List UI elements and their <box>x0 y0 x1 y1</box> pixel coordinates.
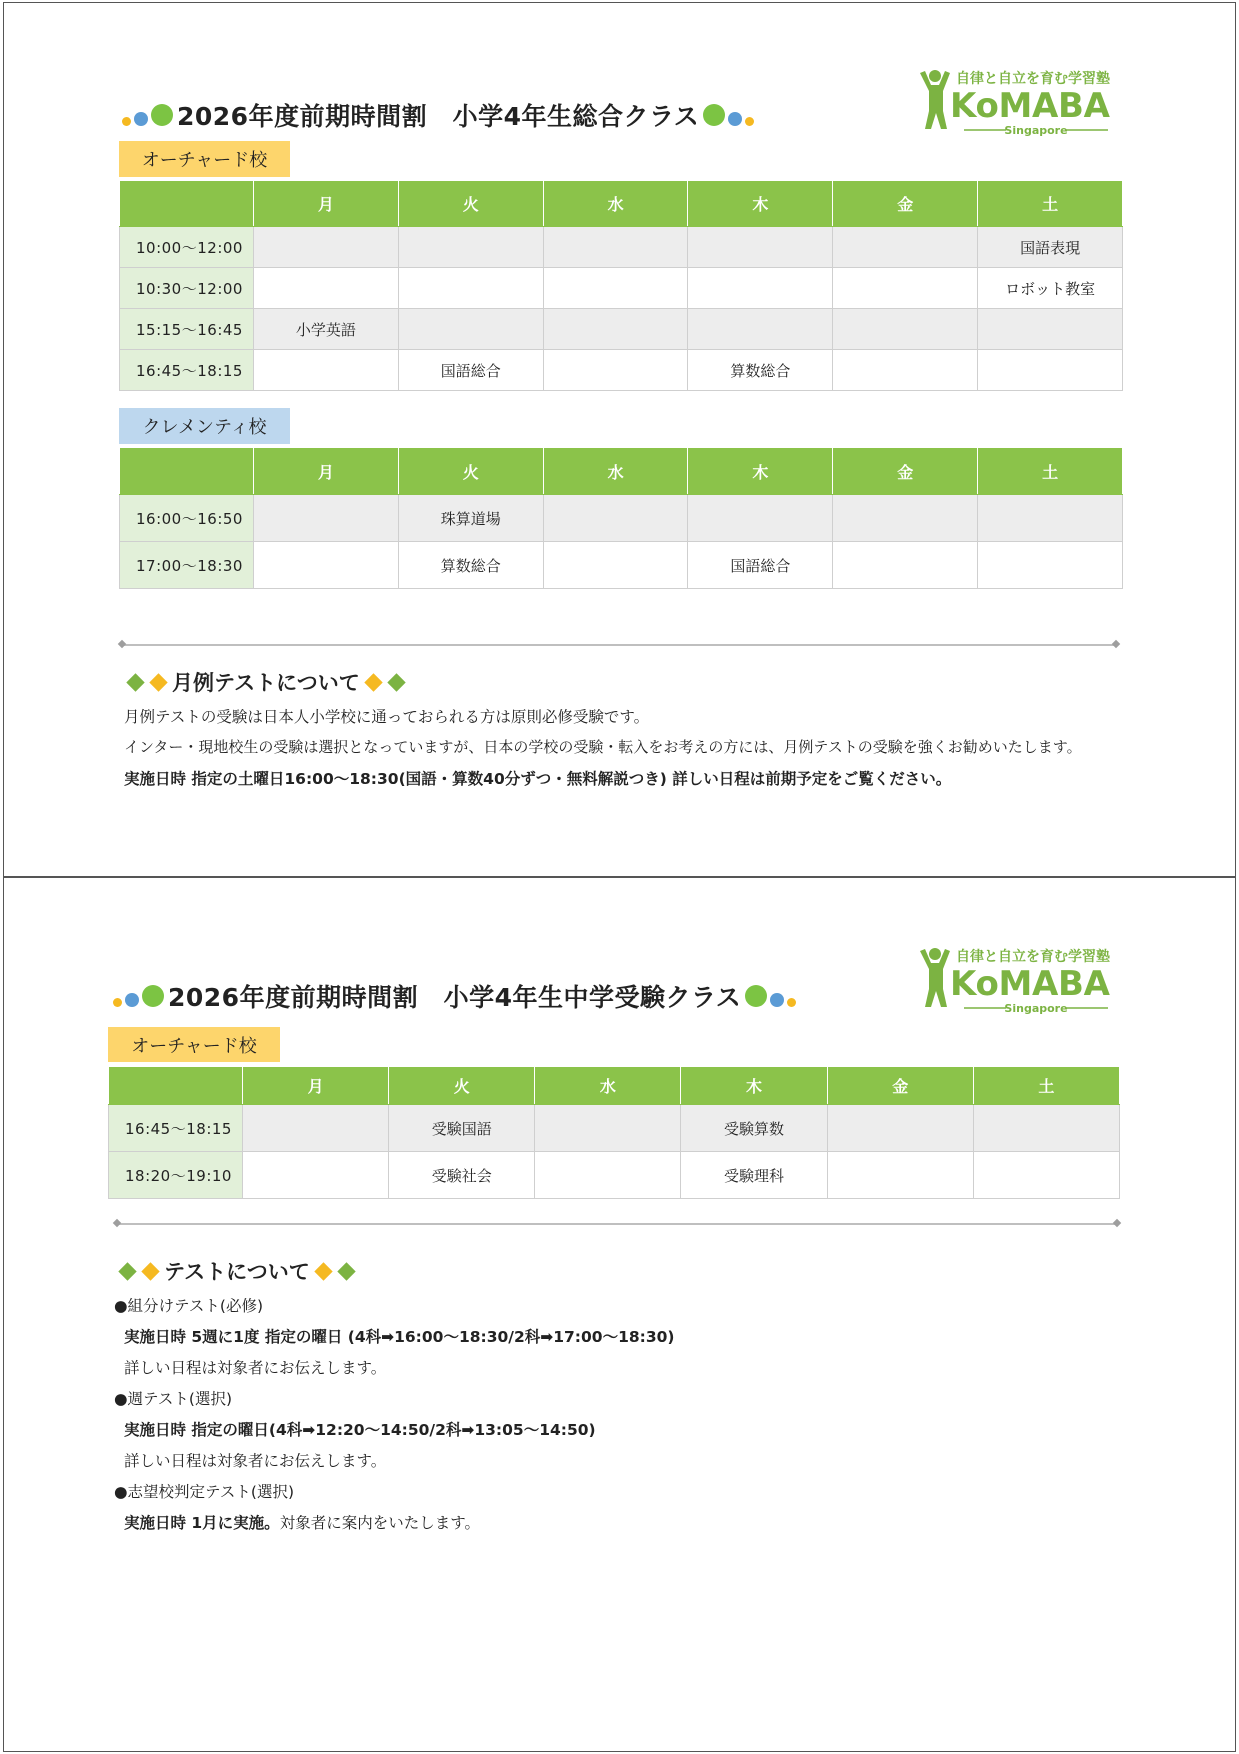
time-slot: 18:20～19:10 <box>109 1152 243 1199</box>
section-heading-text: 月例テストについて <box>172 671 360 695</box>
class-cell <box>688 227 833 268</box>
logo-name: KoMABA <box>950 964 1110 1004</box>
time-slot: 15:15～16:45 <box>120 309 254 350</box>
class-cell <box>254 495 399 542</box>
header-day: 火 <box>398 448 543 495</box>
diamond-icon <box>364 673 382 691</box>
class-cell <box>543 227 688 268</box>
test-note: 対象者に案内をいたします。 <box>279 1514 480 1532</box>
diamond-icon <box>141 1262 159 1280</box>
header-day: 木 <box>688 181 833 227</box>
orchard-timetable <box>108 1066 1120 1199</box>
logo-sub: Singapore <box>1004 1002 1068 1015</box>
timetable-header-row <box>120 448 1123 495</box>
class-cell: 受験理科 <box>681 1152 827 1199</box>
class-cell <box>398 309 543 350</box>
test-note: 詳しい日程は対象者にお伝えします。 <box>124 1359 387 1377</box>
header-day: 火 <box>389 1067 535 1105</box>
class-cell <box>978 309 1123 350</box>
timetable-header-row <box>120 181 1123 227</box>
class-cell <box>827 1105 973 1152</box>
section-divider <box>122 644 1116 646</box>
campus-label-orchard: オーチャード校 <box>108 1027 280 1062</box>
time-slot: 16:45～18:15 <box>109 1105 243 1152</box>
logo-tagline: 自律と自立を育む学習塾 <box>956 71 1110 87</box>
page-title <box>113 978 796 1014</box>
page-title-text: 2026年度前期時間割 小学4年生総合クラス <box>177 102 700 131</box>
header-day: 木 <box>681 1067 827 1105</box>
class-cell <box>254 227 399 268</box>
class-cell <box>688 309 833 350</box>
test-note: 詳しい日程は対象者にお伝えします。 <box>124 1452 387 1470</box>
timetable-header-row <box>109 1067 1120 1105</box>
class-cell <box>688 268 833 309</box>
class-cell: 国語総合 <box>688 542 833 589</box>
header-day: 月 <box>254 181 399 227</box>
class-cell: 国語表現 <box>978 227 1123 268</box>
class-cell <box>243 1105 389 1152</box>
clementi-timetable <box>119 447 1123 589</box>
page-title-text: 2026年度前期時間割 小学4年生中学受験クラス <box>168 983 742 1012</box>
table-row <box>120 495 1123 542</box>
test-item-title: ●志望校判定テスト(選択) <box>114 1483 294 1501</box>
header-day: 月 <box>254 448 399 495</box>
class-cell <box>398 268 543 309</box>
header-day: 金 <box>827 1067 973 1105</box>
time-slot: 17:00～18:30 <box>120 542 254 589</box>
header-day: 土 <box>978 181 1123 227</box>
class-cell <box>254 268 399 309</box>
test-item-title: ●週テスト(選択) <box>114 1390 232 1408</box>
class-cell: ロボット教室 <box>978 268 1123 309</box>
title-dots-left-icon <box>113 985 164 1007</box>
class-cell <box>833 309 978 350</box>
title-dots-right-icon <box>703 104 754 126</box>
time-slot: 10:30～12:00 <box>120 268 254 309</box>
logo-tagline: 自律と自立を育む学習塾 <box>956 949 1110 965</box>
section-heading <box>124 667 408 697</box>
test-schedule: 実施日時 5週に1度 指定の曜日 (4科➡16:00～18:30/2科➡17:00～18:30) <box>124 1328 675 1346</box>
campus-label-clementi: クレメンティ校 <box>119 408 290 444</box>
header-day: 金 <box>833 181 978 227</box>
class-cell <box>543 495 688 542</box>
header-blank <box>120 181 254 227</box>
class-cell: 国語総合 <box>398 350 543 391</box>
class-cell <box>973 1152 1119 1199</box>
class-cell <box>254 542 399 589</box>
class-cell: 珠算道場 <box>398 495 543 542</box>
section-divider <box>117 1223 1117 1225</box>
title-dots-right-icon <box>745 985 796 1007</box>
diamond-icon <box>387 673 405 691</box>
page-title <box>122 97 754 133</box>
header-day: 水 <box>543 181 688 227</box>
header-day: 木 <box>688 448 833 495</box>
section-heading <box>116 1256 358 1286</box>
komaba-logo <box>916 67 1116 137</box>
page-1 <box>3 2 1236 877</box>
header-day: 水 <box>535 1067 681 1105</box>
class-cell: 受験国語 <box>389 1105 535 1152</box>
class-cell: 算数総合 <box>688 350 833 391</box>
table-row <box>120 268 1123 309</box>
class-cell <box>833 227 978 268</box>
class-cell <box>978 350 1123 391</box>
class-cell <box>833 268 978 309</box>
time-slot: 16:45～18:15 <box>120 350 254 391</box>
class-cell <box>243 1152 389 1199</box>
class-cell <box>543 542 688 589</box>
test-description: インター・現地校生の受験は選択となっていますが、日本の学校の受験・転入をお考えの方には、月例テストの受験を強くお勧めいたします。 <box>124 738 1082 756</box>
logo-name: KoMABA <box>950 86 1110 126</box>
class-cell <box>833 495 978 542</box>
class-cell <box>978 542 1123 589</box>
diamond-icon <box>149 673 167 691</box>
table-row <box>120 227 1123 268</box>
table-row <box>120 309 1123 350</box>
diamond-icon <box>126 673 144 691</box>
header-day: 水 <box>543 448 688 495</box>
header-day: 土 <box>973 1067 1119 1105</box>
class-cell: 小学英語 <box>254 309 399 350</box>
class-cell <box>535 1105 681 1152</box>
header-day: 月 <box>243 1067 389 1105</box>
class-cell: 受験社会 <box>389 1152 535 1199</box>
class-cell: 受験算数 <box>681 1105 827 1152</box>
header-day: 金 <box>833 448 978 495</box>
test-schedule-line <box>124 1511 480 1533</box>
class-cell <box>543 350 688 391</box>
class-cell <box>833 350 978 391</box>
class-cell <box>973 1105 1119 1152</box>
table-row <box>120 542 1123 589</box>
test-schedule: 実施日時 指定の土曜日16:00～18:30(国語・算数40分ずつ・無料解説つき) 詳しい日程は前期予定をご覧ください。 <box>124 770 952 788</box>
diamond-icon <box>337 1262 355 1280</box>
class-cell <box>398 227 543 268</box>
class-cell <box>833 542 978 589</box>
time-slot: 16:00～16:50 <box>120 495 254 542</box>
class-cell: 算数総合 <box>398 542 543 589</box>
header-day: 火 <box>398 181 543 227</box>
campus-label-orchard: オーチャード校 <box>119 141 290 177</box>
table-row <box>109 1105 1120 1152</box>
class-cell <box>543 268 688 309</box>
test-description: 月例テストの受験は日本人小学校に通っておられる方は原則必修受験です。 <box>124 708 650 726</box>
time-slot: 10:00～12:00 <box>120 227 254 268</box>
header-blank <box>120 448 254 495</box>
header-blank <box>109 1067 243 1105</box>
class-cell <box>827 1152 973 1199</box>
logo-sub: Singapore <box>1004 124 1068 137</box>
diamond-icon <box>118 1262 136 1280</box>
section-heading-text: テストについて <box>164 1260 310 1284</box>
class-cell <box>978 495 1123 542</box>
diamond-icon <box>314 1262 332 1280</box>
komaba-logo <box>916 945 1116 1015</box>
header-day: 土 <box>978 448 1123 495</box>
page-2 <box>3 877 1236 1752</box>
table-row <box>120 350 1123 391</box>
orchard-timetable <box>119 180 1123 391</box>
class-cell <box>543 309 688 350</box>
test-item-title: ●組分けテスト(必修) <box>114 1297 263 1315</box>
title-dots-left-icon <box>122 104 173 126</box>
class-cell <box>535 1152 681 1199</box>
class-cell <box>254 350 399 391</box>
test-schedule: 実施日時 1月に実施。 <box>124 1514 280 1532</box>
class-cell <box>688 495 833 542</box>
table-row <box>109 1152 1120 1199</box>
test-schedule: 実施日時 指定の曜日(4科➡12:20～14:50/2科➡13:05～14:50) <box>124 1421 596 1439</box>
